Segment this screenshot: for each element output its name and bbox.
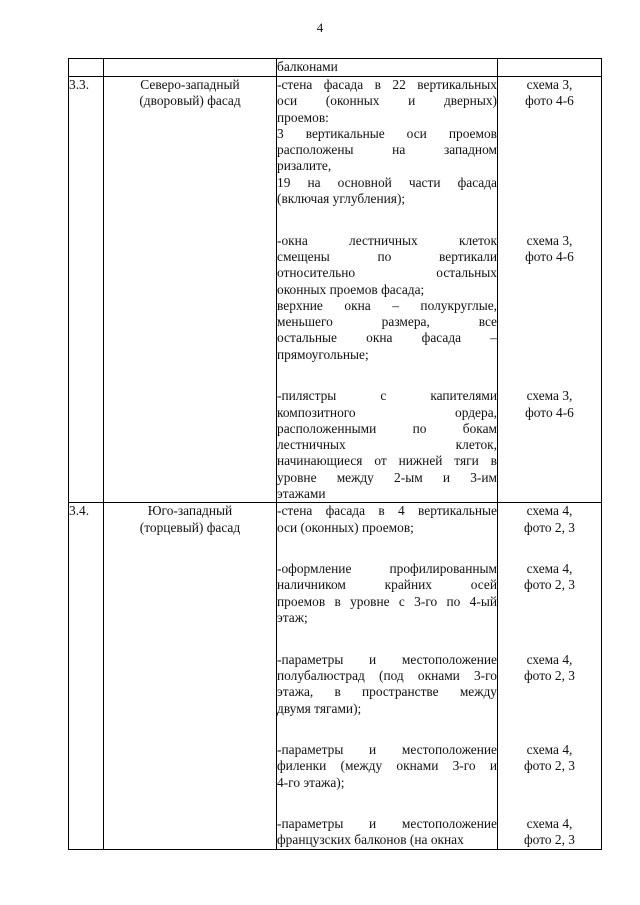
requirements-table — [68, 58, 602, 850]
reference-item — [498, 233, 601, 363]
subject-line: прямоугольные; — [277, 346, 369, 362]
subject-item — [277, 233, 497, 363]
subject-line: относительно остальных — [277, 265, 497, 281]
facade-name — [104, 77, 277, 503]
subject-line: остальные окна фасада – — [277, 330, 497, 346]
subject-line: -пилястры с капителями — [277, 388, 497, 404]
continuation-row — [69, 59, 602, 77]
reference-line: фото 2, 3 — [524, 577, 575, 593]
reference-item — [498, 561, 601, 626]
reference-line: схема 4, — [526, 503, 573, 519]
subject-line: (включая углубления); — [277, 191, 406, 207]
subject-line: филенки (между окнами 3-го и — [277, 758, 497, 774]
subject-item — [277, 561, 497, 626]
subject-description — [277, 77, 498, 503]
reference-line: фото 2, 3 — [524, 519, 575, 535]
reference-line: фото 2, 3 — [524, 667, 575, 683]
table-row — [69, 77, 602, 503]
subject-line: этажами — [277, 486, 326, 502]
subject-line: лестничных клеток, — [277, 437, 497, 453]
subject-line: французских балконов (на окнах — [277, 832, 464, 848]
subject-item — [277, 816, 497, 849]
row-number: 3.4. — [69, 503, 104, 849]
subject-line: 19 на основной части фасада — [277, 174, 497, 190]
subject-line: -оформление профилированным — [277, 561, 497, 577]
subject-line: этаж; — [277, 610, 308, 626]
reference-line: фото 2, 3 — [524, 832, 575, 848]
facade-name-line: Юго-западный — [147, 503, 233, 519]
subject-line: композитного ордера, — [277, 404, 497, 420]
subject-line: -окна лестничных клеток — [277, 232, 497, 248]
reference-line: фото 4-6 — [525, 248, 574, 264]
subject-line: ризалите, — [277, 158, 332, 174]
subject-line: -параметры и местоположение — [277, 651, 497, 667]
subject-line: расположены на западном — [277, 142, 497, 158]
subject-item — [277, 742, 497, 791]
reference-line: схема 3, — [526, 232, 573, 248]
subject-line: меньшего размера, все — [277, 314, 497, 330]
row-number: 3.3. — [69, 77, 104, 503]
subject-line: 4-го этажа); — [277, 774, 345, 790]
subject-line: верхние окна – полукруглые, — [277, 297, 497, 313]
reference-item — [498, 742, 601, 791]
facade-name-line: Северо-западный — [140, 77, 240, 92]
subject-line: проемов в уровне с 3-го по 4-ый — [277, 593, 497, 609]
page-number: 4 — [316, 20, 324, 35]
reference-item — [498, 503, 601, 536]
reference-item — [498, 77, 601, 207]
continuation-text: балконами — [277, 59, 498, 77]
facade-name-line: (торцевый) фасад — [139, 519, 241, 535]
subject-line: уровне между 2-ым и 3-им — [277, 469, 497, 485]
subject-item — [277, 503, 497, 536]
reference-line: схема 4, — [526, 816, 573, 832]
facade-name — [104, 503, 277, 849]
reference-line: схема 4, — [526, 651, 573, 667]
subject-line: оконных проемов фасада; — [277, 281, 425, 297]
subject-line: этажа, в пространстве между — [277, 684, 497, 700]
reference-line: фото 4-6 — [525, 404, 574, 420]
reference — [498, 503, 602, 849]
subject-line: оси (оконных и дверных) — [277, 93, 497, 109]
subject-line: двумя тягами); — [277, 700, 362, 716]
subject-line: проемов: — [277, 109, 329, 125]
subject-description — [277, 503, 498, 849]
reference-line: схема 4, — [526, 742, 573, 758]
facade-name-line: (дворовый) фасад — [139, 93, 241, 109]
subject-line: -стена фасада в 4 вертикальные — [277, 503, 497, 519]
subject-line: начинающиеся от нижней тяги в — [277, 453, 497, 469]
subject-line: оси (оконных) проемов; — [277, 519, 414, 535]
subject-line: -стена фасада в 22 вертикальных — [277, 77, 497, 92]
subject-item — [277, 77, 497, 207]
reference-item — [498, 388, 601, 502]
subject-item — [277, 388, 497, 502]
subject-line: -параметры и местоположение — [277, 816, 497, 832]
reference-item — [498, 816, 601, 849]
subject-line: -параметры и местоположение — [277, 742, 497, 758]
reference-line: схема 3, — [526, 388, 573, 404]
subject-line: полубалюстрад (под окнами 3-го — [277, 667, 497, 683]
table-row — [69, 503, 602, 849]
reference-item — [498, 652, 601, 717]
reference-line: фото 4-6 — [525, 93, 574, 109]
reference-line: фото 2, 3 — [524, 758, 575, 774]
subject-line: 3 вертикальные оси проемов — [277, 125, 497, 141]
reference-line: схема 3, — [526, 77, 573, 92]
subject-item — [277, 652, 497, 717]
reference — [498, 77, 602, 503]
subject-line: расположенными по бокам — [277, 420, 497, 436]
subject-line: наличником крайних осей — [277, 577, 497, 593]
reference-line: схема 4, — [526, 561, 573, 577]
subject-line: смещены по вертикали — [277, 248, 497, 264]
